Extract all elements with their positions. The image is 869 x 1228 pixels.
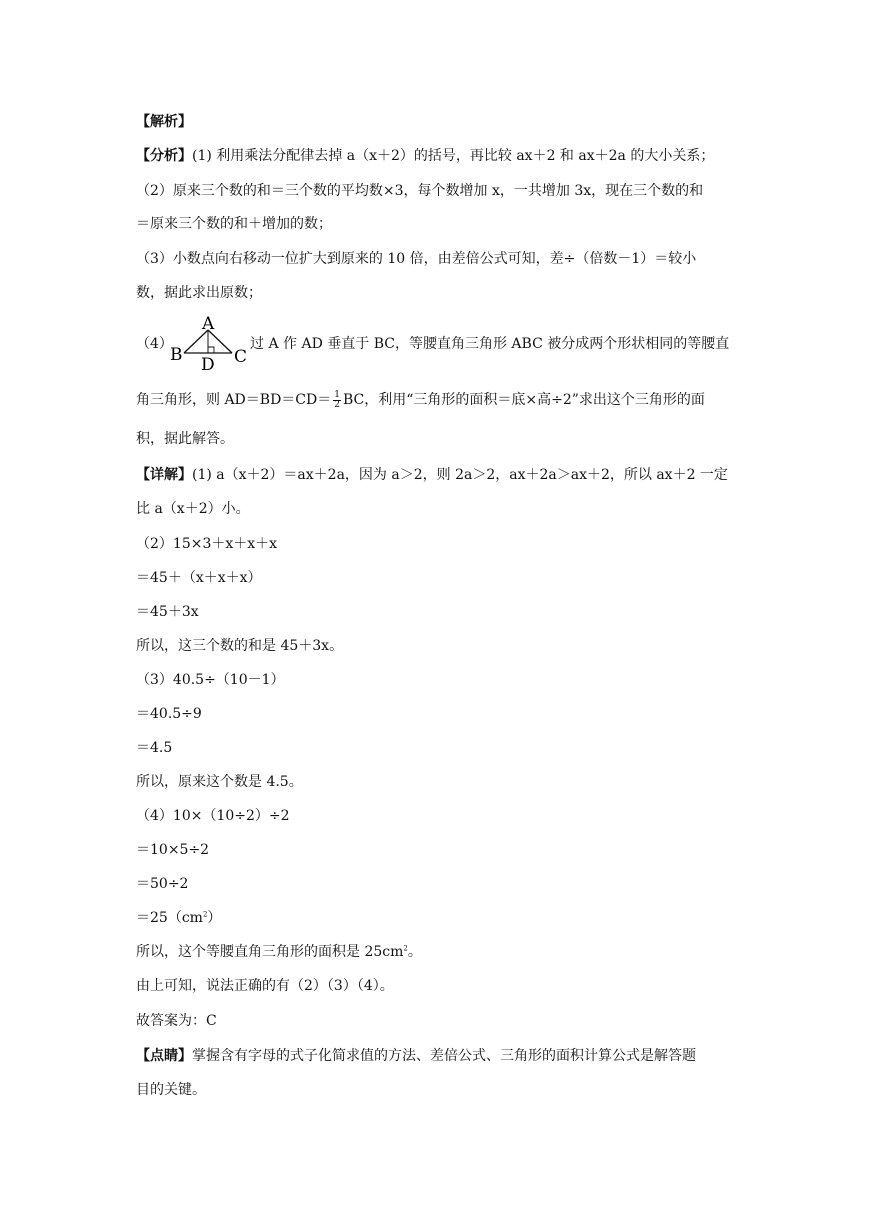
analysis-4b-pre: 角三角形，则 AD＝BD＝CD＝	[136, 392, 332, 408]
detail-4-line-2: ＝10×5÷2	[136, 842, 210, 858]
section-heading: 【解析】	[136, 114, 192, 130]
detail-4-line-1: （4）10×（10÷2）÷2	[136, 808, 290, 824]
label-a: A	[202, 316, 215, 334]
analysis-line-4b	[136, 390, 705, 410]
analysis-line-3b: 数，据此求出原数；	[136, 285, 262, 301]
detail-3-line-3: ＝4.5	[136, 740, 173, 756]
comment-text-a: 掌握含有字母的式子化简求值的方法、差倍公式、三角形的面积计算公式是解答题	[192, 1048, 696, 1064]
detail-2-line-4: 所以，这三个数的和是 45＋3x。	[136, 638, 344, 654]
detail-4-line-4-post: ）	[207, 910, 222, 926]
detail-4-line-4	[136, 908, 221, 928]
detail-line-1a	[136, 465, 728, 485]
label-d: D	[201, 355, 215, 372]
conclusion-line: 由上可知，说法正确的有（2）（3）（4）。	[136, 978, 394, 994]
analysis-line-2a: （2）原来三个数的和＝三个数的平均数×3，每个数增加 x，一共增加 3x，现在三个数的和	[136, 183, 704, 199]
detail-text-1a: (1) a（x＋2）＝ax＋2a，因为 a＞2，则 2a＞2，ax＋2a＞ax＋2，所以 ax＋2 一定	[192, 467, 728, 483]
analysis-text-1: (1) 利用乘法分配律去掉 a（x＋2）的括号，再比较 ax＋2 和 ax＋2a 的大小关系；	[192, 148, 715, 164]
label-b: B	[170, 345, 183, 365]
detail-3-line-1: （3）40.5÷（10－1）	[136, 672, 285, 688]
detail-2-line-3: ＝45＋3x	[136, 604, 199, 620]
detail-3-line-2: ＝40.5÷9	[136, 706, 202, 722]
label-c: C	[234, 347, 248, 367]
triangle-figure	[168, 316, 252, 372]
squared-superscript: 2	[202, 910, 208, 919]
detail-4-line-4-pre: ＝25（cm	[136, 910, 203, 926]
detail-line-1b: 比 a（x＋2）小。	[136, 501, 250, 517]
comment-line-a	[136, 1046, 696, 1066]
analysis-4b-post: BC，利用“三角形的面积＝底×高÷2”求出这个三角形的面	[342, 392, 705, 408]
detail-4-line-3: ＝50÷2	[136, 876, 189, 892]
detail-2-line-2: ＝45＋（x＋x＋x）	[136, 570, 262, 586]
right-angle-mark	[208, 347, 214, 353]
analysis-line-4c: 积，据此解答。	[136, 431, 234, 447]
analysis-line-4a: 过 A 作 AD 垂直于 BC，等腰直角三角形 ABC 被分成两个形状相同的等腰直	[250, 336, 730, 352]
fraction-denominator: 2	[334, 399, 340, 410]
detail-3-line-4: 所以，原来这个数是 4.5。	[136, 774, 303, 790]
detail-4-line-5	[136, 942, 422, 962]
analysis-line-1	[136, 146, 714, 166]
comment-tag: 【点睛】	[136, 1048, 192, 1064]
detail-4-line-5-post: 。	[407, 944, 422, 960]
fraction-one-half	[333, 391, 341, 410]
fraction-numerator: 1	[334, 389, 340, 400]
analysis-line-2b: ＝原来三个数的和＋增加的数；	[136, 216, 332, 232]
squared-superscript: 2	[403, 944, 408, 953]
detail-4-line-5-pre: 所以，这个等腰直角三角形的面积是 25cm	[136, 944, 404, 960]
analysis-tag: 【分析】	[136, 148, 192, 164]
answer-line: 故答案为：C	[136, 1013, 217, 1029]
detail-tag: 【详解】	[136, 467, 192, 483]
analysis-line-3a: （3）小数点向右移动一位扩大到原来的 10 倍，由差倍公式可知，差÷（倍数－1）＝较小	[136, 251, 697, 267]
analysis-line-4-prefix: （4）	[136, 336, 173, 352]
detail-2-line-1: （2）15×3＋x＋x＋x	[136, 536, 278, 552]
comment-line-b: 目的关键。	[136, 1082, 206, 1098]
